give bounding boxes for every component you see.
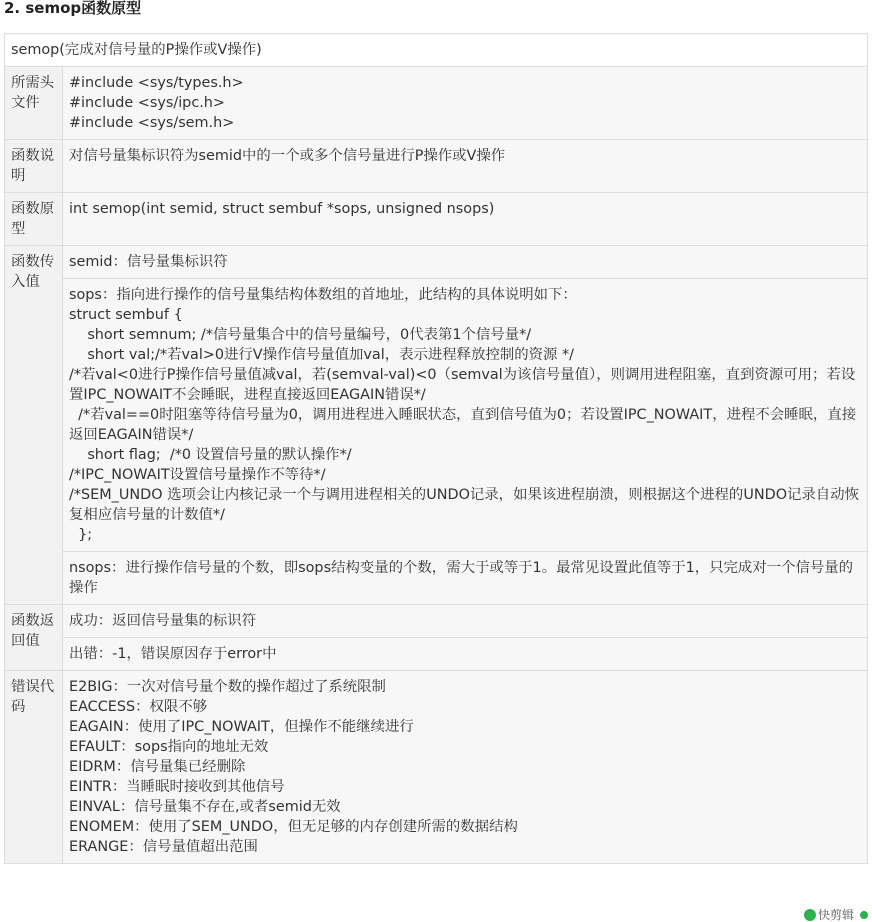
label-headers: 所需头文件	[5, 67, 63, 140]
row-param-semid	[5, 246, 868, 279]
row-return-error	[5, 638, 868, 671]
error-line: EACCESS：权限不够	[69, 699, 208, 715]
include-line: #include <sys/ipc.h>	[69, 95, 225, 111]
error-line: ERANGE：信号量值超出范围	[69, 839, 258, 855]
error-line: EFAULT：sops指向的地址无效	[69, 739, 269, 755]
label-errors: 错误代码	[5, 671, 63, 864]
row-param-sops	[5, 279, 868, 552]
clip-badge-label: 快剪辑	[817, 908, 854, 922]
error-line: EINTR：当睡眠时接收到其他信号	[69, 779, 285, 795]
table-title: semop(完成对信号量的P操作或V操作)	[5, 34, 868, 67]
value-return-success: 成功：返回信号量集的标识符	[63, 605, 868, 638]
sops-line: /*SEM_UNDO 选项会让内核记录一个与调用进程相关的UNDO记录，如果该进程崩溃，则根据这个进程的UNDO记录自动恢复相应信号量的计数值*/	[69, 487, 859, 523]
label-description: 函数说明	[5, 140, 63, 193]
sops-line: short flag; /*0 设置信号量的默认操作*/	[69, 447, 352, 463]
row-description	[5, 140, 868, 193]
sops-line: short semnum; /*信号量集合中的信号量编号，0代表第1个信号量*/	[69, 327, 532, 343]
green-dot-icon	[860, 911, 868, 919]
value-description: 对信号量集标识符为semid中的一个或多个信号量进行P操作或V操作	[63, 140, 868, 193]
value-param-nsops: nsops：进行操作信号量的个数，即sops结构变量的个数，需大于或等于1。最常见设置此值等于1，只完成对一个信号量的操作	[63, 552, 868, 605]
section-heading: 2. semop函数原型	[4, 0, 142, 17]
error-line: EIDRM：信号量集已经删除	[69, 759, 246, 775]
sops-line: struct sembuf {	[69, 307, 183, 323]
value-param-semid: semid：信号量集标识符	[63, 246, 868, 279]
sops-line: /*若val==0时阻塞等待信号量为0，调用进程进入睡眠状态，直到信号值为0；若设置IPC_NOWAIT，进程不会睡眠，直接返回EAGAIN错误*/	[69, 407, 857, 443]
value-prototype: int semop(int semid, struct sembuf *sops, unsigned nsops)	[63, 193, 868, 246]
row-errors	[5, 671, 868, 864]
error-line: ENOMEM：使用了SEM_UNDO，但无足够的内存创建所需的数据结构	[69, 819, 518, 835]
sops-line: /*IPC_NOWAIT设置信号量操作不等待*/	[69, 467, 326, 483]
sops-line: sops：指向进行操作的信号量集结构体数组的首地址，此结构的具体说明如下：	[69, 287, 577, 303]
error-line: EAGAIN：使用了IPC_NOWAIT，但操作不能继续进行	[69, 719, 414, 735]
row-prototype	[5, 193, 868, 246]
sops-line: };	[69, 527, 93, 543]
table-title-row	[5, 34, 868, 67]
sops-line: short val;/*若val>0进行V操作信号量值加val，表示进程释放控制的资源 */	[69, 347, 575, 363]
error-line: E2BIG：一次对信号量个数的操作超过了系统限制	[69, 679, 386, 695]
value-return-error: 出错：-1，错误原因存于error中	[63, 638, 868, 671]
green-circle-icon	[804, 909, 816, 921]
label-params: 函数传入值	[5, 246, 63, 605]
value-param-sops	[63, 279, 868, 552]
label-prototype: 函数原型	[5, 193, 63, 246]
include-line: #include <sys/types.h>	[69, 75, 244, 91]
value-headers	[63, 67, 868, 140]
include-line: #include <sys/sem.h>	[69, 115, 235, 131]
semop-spec-table	[4, 33, 868, 864]
sops-line: /*若val<0进行P操作信号量值减val，若(semval-val)<0（semval为该信号量值），则调用进程阻塞，直到资源可用；若设置IPC_NOWAIT不会睡眠，进程直接返回EAGAIN错误*/	[69, 367, 856, 403]
value-errors	[63, 671, 868, 864]
row-headers	[5, 67, 868, 140]
row-param-nsops	[5, 552, 868, 605]
error-line: EINVAL：信号量集不存在,或者semid无效	[69, 799, 341, 815]
label-return: 函数返回值	[5, 605, 63, 671]
row-return-success	[5, 605, 868, 638]
